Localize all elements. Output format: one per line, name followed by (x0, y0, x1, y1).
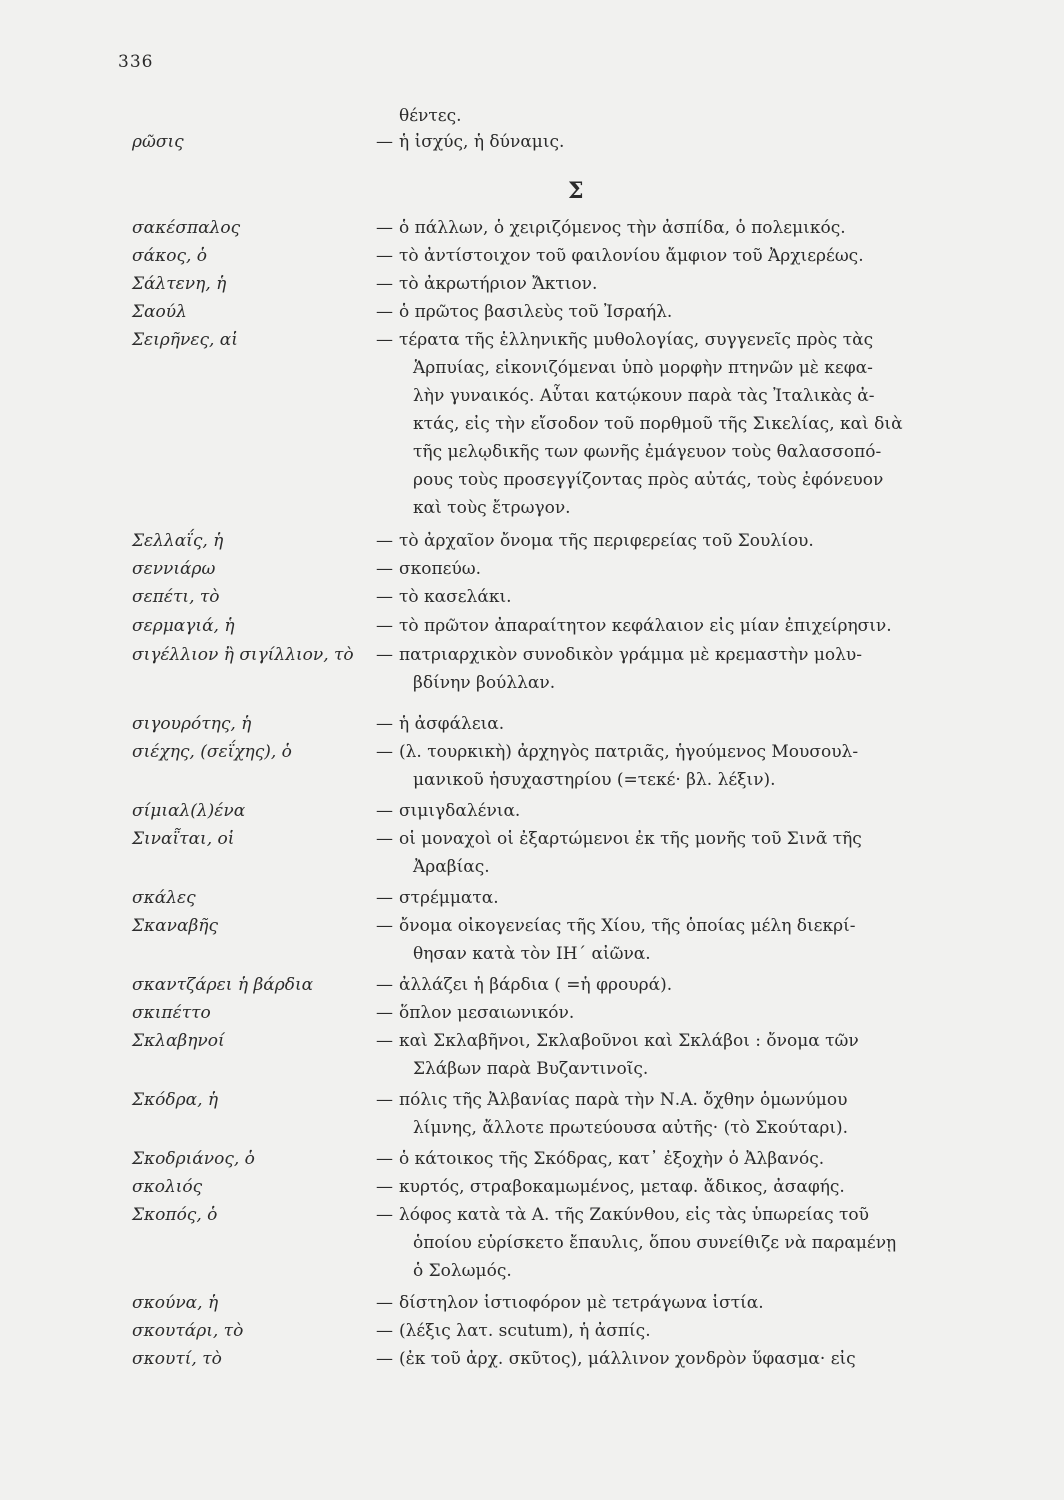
definition-line: λὴν γυναικός. Αὗται κατῴκουν παρὰ τὰς Ἰταλικὰς ἀ- (413, 386, 875, 406)
definition-line: πόλις τῆς Ἀλβανίας παρὰ τὴν Ν.Α. ὄχθην ὁμωνύμου (399, 1090, 848, 1110)
definition-line: λίμνης, ἄλλοτε πρωτεύουσα αὐτῆς· (τὸ Σκούταρι). (413, 1118, 849, 1138)
definition-line: κτάς, εἰς τὴν εἴσοδον τοῦ πορθμοῦ τῆς Σικελίας, καὶ διὰ (413, 414, 903, 434)
entry-headword: Σελλαΐς, ἡ (132, 531, 224, 551)
definition-line: καὶ τοὺς ἔτρωγον. (413, 498, 571, 518)
entry-definition (399, 527, 989, 555)
entry-headword: σακέσπαλος (132, 218, 241, 238)
definition-line: ὄνομα οἰκογενείας τῆς Χίου, τῆς ὁποίας μέλη διεκρί- (399, 916, 856, 936)
entry-definition (399, 1086, 989, 1142)
entry-headword: σερμαγιά, ἡ (132, 616, 235, 636)
definition-line: κυρτός, στραβοκαμωμένος, μεταφ. ἄδικος, ἀσαφής. (399, 1177, 845, 1197)
entry-definition (399, 128, 989, 156)
definition-line: τὸ πρῶτον ἀπαραίτητον κεφάλαιον εἰς μίαν ἐπιχείρησιν. (399, 616, 892, 636)
entry-headword: σκολιός (132, 1177, 203, 1197)
entry-definition (399, 298, 989, 326)
entry-definition (399, 912, 989, 968)
definition-line: τὸ ἀρχαῖον ὄνομα τῆς περιφερείας τοῦ Σουλίου. (399, 531, 814, 551)
entry-dash: — (376, 801, 393, 821)
definition-line: βδίνην βούλλαν. (413, 673, 556, 693)
entry-definition (399, 555, 989, 583)
entry-definition (399, 797, 989, 825)
entry-headword: Σιναῗται, οἱ (132, 829, 235, 849)
entry-dash: — (376, 587, 393, 607)
entry-dash: — (376, 274, 393, 294)
entry-dash: — (376, 302, 393, 322)
entry-headword: Σάλτενη, ἡ (132, 274, 227, 294)
definition-line: θησαν κατὰ τὸν ΙΗ΄ αἰῶνα. (413, 944, 651, 964)
entry-dash: — (376, 1205, 393, 1225)
entry-definition (399, 326, 989, 522)
entry-dash: — (376, 1090, 393, 1110)
entry-headword: Σαούλ (132, 302, 187, 322)
entry-headword: Σειρῆνες, αἱ (132, 330, 238, 350)
entry-headword: σκάλες (132, 888, 196, 908)
entry-definition (399, 1289, 989, 1317)
entry-dash: — (376, 1149, 393, 1169)
definition-line: ὁ πάλλων, ὁ χειριζόμενος τὴν ἀσπίδα, ὁ πολεμικός. (399, 218, 846, 238)
entry-dash: — (376, 218, 393, 238)
entry-headword: σκουτάρι, τὸ (132, 1321, 244, 1341)
definition-line: μανικοῦ ἡσυχαστηρίου (=τεκέ· βλ. λέξιν). (413, 770, 776, 790)
entry-dash: — (376, 1349, 393, 1369)
definition-line: καὶ Σκλαβῆνοι, Σκλαβοῦνοι καὶ Σκλάβοι : ὄνομα τῶν (399, 1031, 859, 1051)
definition-line: Σλάβων παρὰ Βυζαντινοῖς. (413, 1059, 649, 1079)
entry-headword: σκούνα, ἡ (132, 1293, 219, 1313)
entry-definition (399, 710, 989, 738)
entry-headword: σκουτί, τὸ (132, 1349, 222, 1369)
definition-line: Ἁρπυίας, εἰκονιζόμεναι ὑπὸ μορφὴν πτηνῶν μὲ κεφα- (413, 358, 873, 378)
entry-dash: — (376, 714, 393, 734)
definition-line: ὁ Σολωμός. (413, 1261, 512, 1281)
definition-line: (λέξις λατ. scutum), ἡ ἀσπίς. (399, 1321, 651, 1341)
definition-line: ὁ κάτοικος τῆς Σκόδρας, κατ᾽ ἐξοχὴν ὁ Ἀλβανός. (399, 1149, 825, 1169)
entry-dash: — (376, 246, 393, 266)
definition-line: ρους τοὺς προσεγγίζοντας πρὸς αὐτάς, τοὺς ἐφόνευον (413, 470, 884, 490)
definition-line: σκοπεύω. (399, 559, 482, 579)
entry-definition (399, 738, 989, 794)
entry-definition (399, 1173, 989, 1201)
section-letter-heading: Σ (568, 178, 584, 204)
definition-line: τέρατα τῆς ἑλληνικῆς μυθολογίας, συγγενεῖς πρὸς τὰς (399, 330, 874, 350)
entry-definition (399, 999, 989, 1027)
entry-definition (399, 1345, 989, 1373)
entry-headword: σίμιαλ(λ)ένα (132, 801, 246, 821)
definition-line: (ἐκ τοῦ ἀρχ. σκῦτος), μάλλινον χονδρὸν ὕφασμα· εἰς (399, 1349, 856, 1369)
entry-definition (399, 1027, 989, 1083)
entry-definition (399, 612, 989, 640)
definition-line: τῆς μελῳδικῆς των φωνῆς ἐμάγευον τοὺς θαλασσοπό- (413, 442, 882, 462)
entry-dash: — (376, 1003, 393, 1023)
entry-definition (399, 971, 989, 999)
entry-definition (399, 1145, 989, 1173)
entry-dash: — (376, 559, 393, 579)
entry-definition (399, 1201, 989, 1285)
entry-headword: Σκοπός, ὁ (132, 1205, 218, 1225)
entry-dash: — (376, 616, 393, 636)
entry-dash: — (376, 1177, 393, 1197)
definition-line: τὸ ἀκρωτήριον Ἄκτιον. (399, 274, 598, 294)
definition-line: πατριαρχικὸν συνοδικὸν γράμμα μὲ κρεμαστὴν μολυ- (399, 645, 862, 665)
continuation-text: θέντες. (399, 106, 462, 126)
entry-headword: σκιπέττο (132, 1003, 211, 1023)
entry-definition (399, 270, 989, 298)
definition-line: δίστηλον ἱστιοφόρον μὲ τετράγωνα ἱστία. (399, 1293, 764, 1313)
definition-line: στρέμματα. (399, 888, 499, 908)
definition-line: σιμιγδαλένια. (399, 801, 521, 821)
entry-headword: σεννιάρω (132, 559, 216, 579)
entry-headword: Σκόδρα, ἡ (132, 1090, 219, 1110)
definition-line: λόφος κατὰ τὰ Α. τῆς Ζακύνθου, εἰς τὰς ὑπωρείας τοῦ (399, 1205, 869, 1225)
entry-headword: σκαντζάρει ἡ βάρδια (132, 975, 314, 995)
entry-headword: Σκαναβῆς (132, 916, 218, 936)
entry-dash: — (376, 1293, 393, 1313)
entry-dash: — (376, 975, 393, 995)
definition-line: ἀλλάζει ἡ βάρδια ( =ἡ φρουρά). (399, 975, 673, 995)
entry-dash: — (376, 1031, 393, 1051)
entry-headword: ρῶσις (132, 132, 184, 152)
entry-headword: σάκος, ὁ (132, 246, 208, 266)
entry-dash: — (376, 916, 393, 936)
definition-line: ἡ ἰσχύς, ἡ δύναμις. (399, 132, 565, 152)
entry-definition (399, 825, 989, 881)
entry-definition (399, 641, 989, 697)
definition-line: τὸ ἀντίστοιχον τοῦ φαιλονίου ἄμφιον τοῦ Ἀρχιερέως. (399, 246, 864, 266)
entry-definition (399, 884, 989, 912)
definition-line: τὸ κασελάκι. (399, 587, 512, 607)
definition-line: ὅπλον μεσαιωνικόν. (399, 1003, 575, 1023)
entry-headword: σιέχης, (σεΐχης), ὁ (132, 742, 292, 762)
definition-line: (λ. τουρκικὴ) ἀρχηγὸς πατριᾶς, ἡγούμενος Μουσουλ- (399, 742, 859, 762)
entry-dash: — (376, 132, 393, 152)
definition-line: οἱ μοναχοὶ οἱ ἐξαρτώμενοι ἐκ τῆς μονῆς τοῦ Σινᾶ τῆς (399, 829, 862, 849)
definition-line: Ἀραβίας. (413, 857, 490, 877)
definition-line: ὁ πρῶτος βασιλεὺς τοῦ Ἰσραήλ. (399, 302, 673, 322)
entry-dash: — (376, 645, 393, 665)
entry-definition (399, 583, 989, 611)
page-number: 336 (118, 52, 154, 72)
entry-headword: σιγουρότης, ἡ (132, 714, 252, 734)
entry-definition (399, 1317, 989, 1345)
entry-headword: Σκοδριάνος, ὁ (132, 1149, 255, 1169)
definition-line: ὁποίου εὑρίσκετο ἔπαυλις, ὅπου συνείθιζε νὰ παραμένῃ (413, 1233, 897, 1253)
entry-headword: Σκλαβηνοί (132, 1031, 225, 1051)
entry-dash: — (376, 829, 393, 849)
entry-dash: — (376, 888, 393, 908)
entry-dash: — (376, 531, 393, 551)
entry-dash: — (376, 742, 393, 762)
entry-headword: σιγέλλιον ἢ σιγίλλιον, τὸ (132, 645, 354, 665)
entry-definition (399, 214, 989, 242)
definition-line: ἡ ἀσφάλεια. (399, 714, 505, 734)
entry-definition (399, 242, 989, 270)
entry-dash: — (376, 1321, 393, 1341)
entry-dash: — (376, 330, 393, 350)
entry-headword: σεπέτι, τὸ (132, 587, 220, 607)
